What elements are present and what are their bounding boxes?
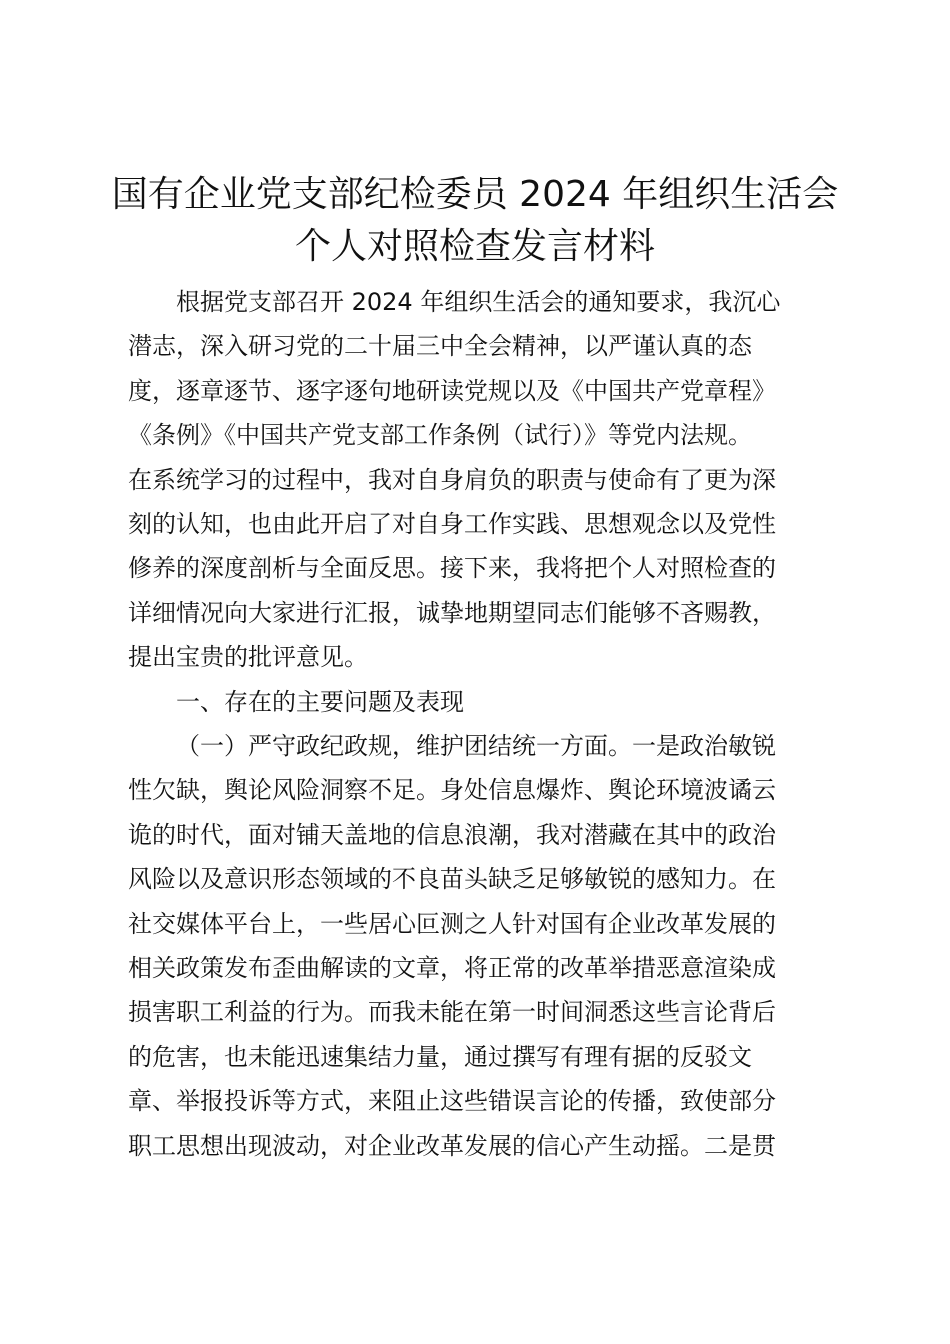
paragraph-line: 在系统学习的过程中，我对自身肩负的职责与使命有了更为深 [128,465,776,494]
paragraph-line: 详细情况向大家进行汇报，诚挚地期望同志们能够不吝赐教， [128,598,776,627]
paragraph-line: （一）严守政纪政规，维护团结统一方面。一是政治敏锐 [176,732,776,760]
section-heading-text: 一、存在的主要问题及表现 [176,688,464,716]
paragraph-line: 损害职工利益的行为。而我未能在第一时间洞悉这些言论背后 [128,998,776,1027]
paragraph-line: 章、举报投诉等方式，来阻止这些错误言论的传播，致使部分 [128,1087,776,1116]
section-heading [128,680,828,724]
document-title-line-1: 国有企业党支部纪检委员 2024 年组织生活会 [111,174,839,215]
paragraph-line: 社交媒体平台上，一些居心叵测之人针对国有企业改革发展的 [128,909,776,938]
intro-paragraph [128,280,828,680]
paragraph-line: 潜志，深入研习党的二十届三中全会精神，以严谨认真的态 [128,332,752,361]
paragraph-line: 相关政策发布歪曲解读的文章，将正常的改革举措恶意渲染成 [128,953,776,982]
issue-paragraph [128,724,828,1168]
paragraph-line: 度，逐章逐节、逐字逐句地研读党规以及《中国共产党章程》 [128,376,776,405]
paragraph-line: 诡的时代，面对铺天盖地的信息浪潮，我对潜藏在其中的政治 [128,820,776,849]
paragraph-line: 根据党支部召开 2024 年组织生活会的通知要求，我沉心 [176,288,781,316]
paragraph-line: 职工思想出现波动，对企业改革发展的信心产生动摇。二是贯 [128,1131,776,1160]
paragraph-line: 风险以及意识形态领域的不良苗头缺乏足够敏锐的感知力。在 [128,865,776,894]
paragraph-line: 性欠缺，舆论风险洞察不足。身处信息爆炸、舆论环境波谲云 [128,776,776,805]
document-title-line-2: 个人对照检查发言材料 [294,226,655,267]
paragraph-line: 刻的认知，也由此开启了对自身工作实践、思想观念以及党性 [128,509,776,538]
paragraph-line: 提出宝贵的批评意见。 [128,643,368,672]
paragraph-line: 的危害，也未能迅速集结力量，通过撰写有理有据的反驳文 [128,1042,752,1071]
paragraph-line: 《条例》《中国共产党支部工作条例（试行）》等党内法规。 [128,421,752,450]
paragraph-line: 修养的深度剖析与全面反思。接下来，我将把个人对照检查的 [128,554,776,583]
